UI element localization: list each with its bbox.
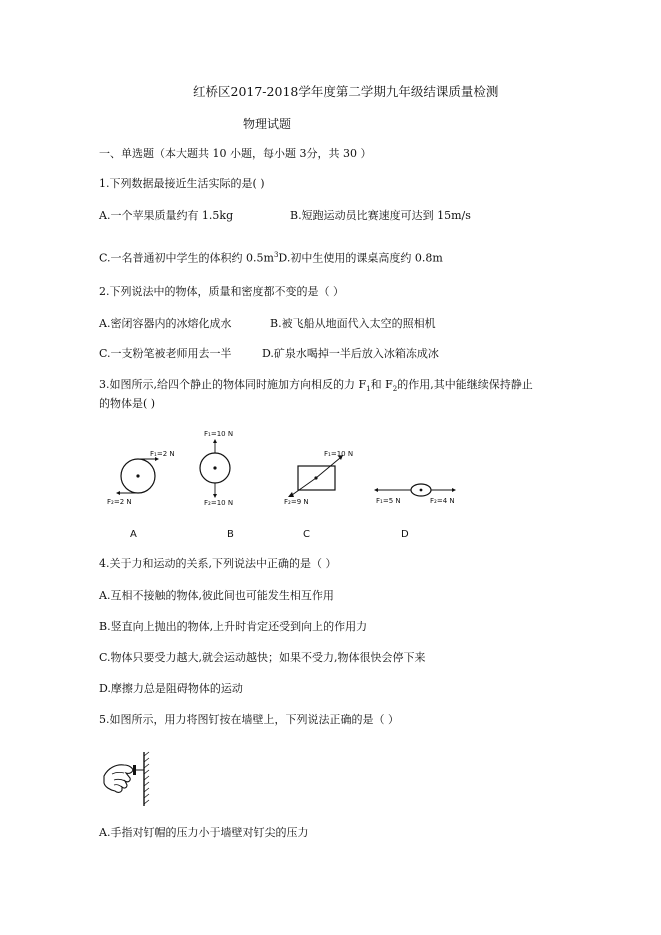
fig-b-f1-label: F₁=10 N bbox=[204, 430, 234, 438]
fig-c-f2-label: F₂=9 N bbox=[284, 498, 309, 506]
q3-figure-d bbox=[368, 476, 468, 508]
q3-figure-a bbox=[103, 442, 183, 512]
q3-label-d: D bbox=[401, 529, 409, 540]
q2-stem: 2.下列说法中的物体，质量和密度都不变的是（ ） bbox=[99, 285, 344, 298]
q3-stem-line1 bbox=[99, 378, 533, 396]
subject-title: 物理试题 bbox=[243, 117, 292, 131]
q1-option-a: A.一个苹果质量约有 1.5kg bbox=[99, 209, 234, 222]
q3-text-3: 的作用,其中能继续保持静止 bbox=[397, 378, 533, 391]
q4-stem: 4.关于力和运动的关系,下列说法中正确的是（ ） bbox=[99, 557, 337, 570]
q5-stem: 5.如图所示，用力将图钉按在墙壁上，下列说法正确的是（ ） bbox=[99, 713, 399, 726]
q5-option-a: A.手指对钉帽的压力小于墙壁对钉尖的压力 bbox=[99, 826, 309, 839]
q3-stem-line2: 的物体是( ) bbox=[99, 397, 156, 410]
q3-label-a: A bbox=[130, 529, 137, 540]
q2-option-c: C.一支粉笔被老师用去一半 bbox=[99, 347, 232, 360]
q2-option-b: B.被飞船从地面代入太空的照相机 bbox=[270, 317, 436, 330]
fig-a-f1-label: F₁=2 N bbox=[150, 450, 175, 458]
q4-option-b: B.竖直向上抛出的物体,上升时肯定还受到向上的作用力 bbox=[99, 620, 368, 633]
fig-d-f1-label: F₁=5 N bbox=[376, 497, 401, 505]
q5-thumbtack-figure bbox=[100, 750, 160, 808]
q3-label-c: C bbox=[303, 529, 310, 540]
q1-option-b: B.短跑运动员比赛速度可达到 15m/s bbox=[290, 209, 471, 222]
section-heading: 一、单选题（本大题共 10 小题，每小题 3分，共 30 ） bbox=[99, 147, 372, 160]
q2-option-a: A.密闭容器内的冰熔化成水 bbox=[99, 317, 232, 330]
q1-option-d: D.初中生使用的课桌高度约 0.8m bbox=[278, 251, 443, 265]
q1-option-c-sup: 3 bbox=[273, 251, 279, 259]
q4-option-c: C.物体只要受力越大,就会运动越快；如果不受力,物体很快会停下来 bbox=[99, 651, 426, 664]
q4-option-d: D.摩擦力总是阻碍物体的运动 bbox=[99, 682, 243, 695]
exam-title: 红桥区2017-2018学年度第二学期九年级结课质量检测 bbox=[193, 84, 499, 99]
fig-d-f2-label: F₂=4 N bbox=[430, 497, 455, 505]
q1-stem: 1.下列数据最接近生活实际的是( ) bbox=[99, 177, 265, 190]
q3-figure-c bbox=[280, 448, 360, 508]
q1-option-c-text: C.一名普通初中学生的体积约 0.5m bbox=[99, 251, 274, 265]
fig-b-f2-label: F₂=10 N bbox=[204, 499, 234, 507]
fig-a-f2-label: F₂=2 N bbox=[107, 498, 132, 506]
q3-figure-b bbox=[193, 428, 253, 508]
q3-text-1: 3.如图所示,给四个静止的物体同时施加方向相反的力 F bbox=[99, 378, 367, 391]
q3-label-b: B bbox=[227, 529, 234, 540]
fig-c-f1-label: F₁=10 N bbox=[324, 450, 354, 458]
q1-option-c bbox=[99, 248, 443, 266]
q3-text-2: 和 F bbox=[370, 378, 393, 391]
q3-sub-1: 1 bbox=[366, 385, 371, 394]
q3-sub-2: 2 bbox=[392, 385, 398, 394]
q2-option-d: D.矿泉水喝掉一半后放入冰箱冻成冰 bbox=[262, 347, 439, 360]
q4-option-a: A.互相不接触的物体,彼此间也可能发生相互作用 bbox=[99, 589, 334, 602]
